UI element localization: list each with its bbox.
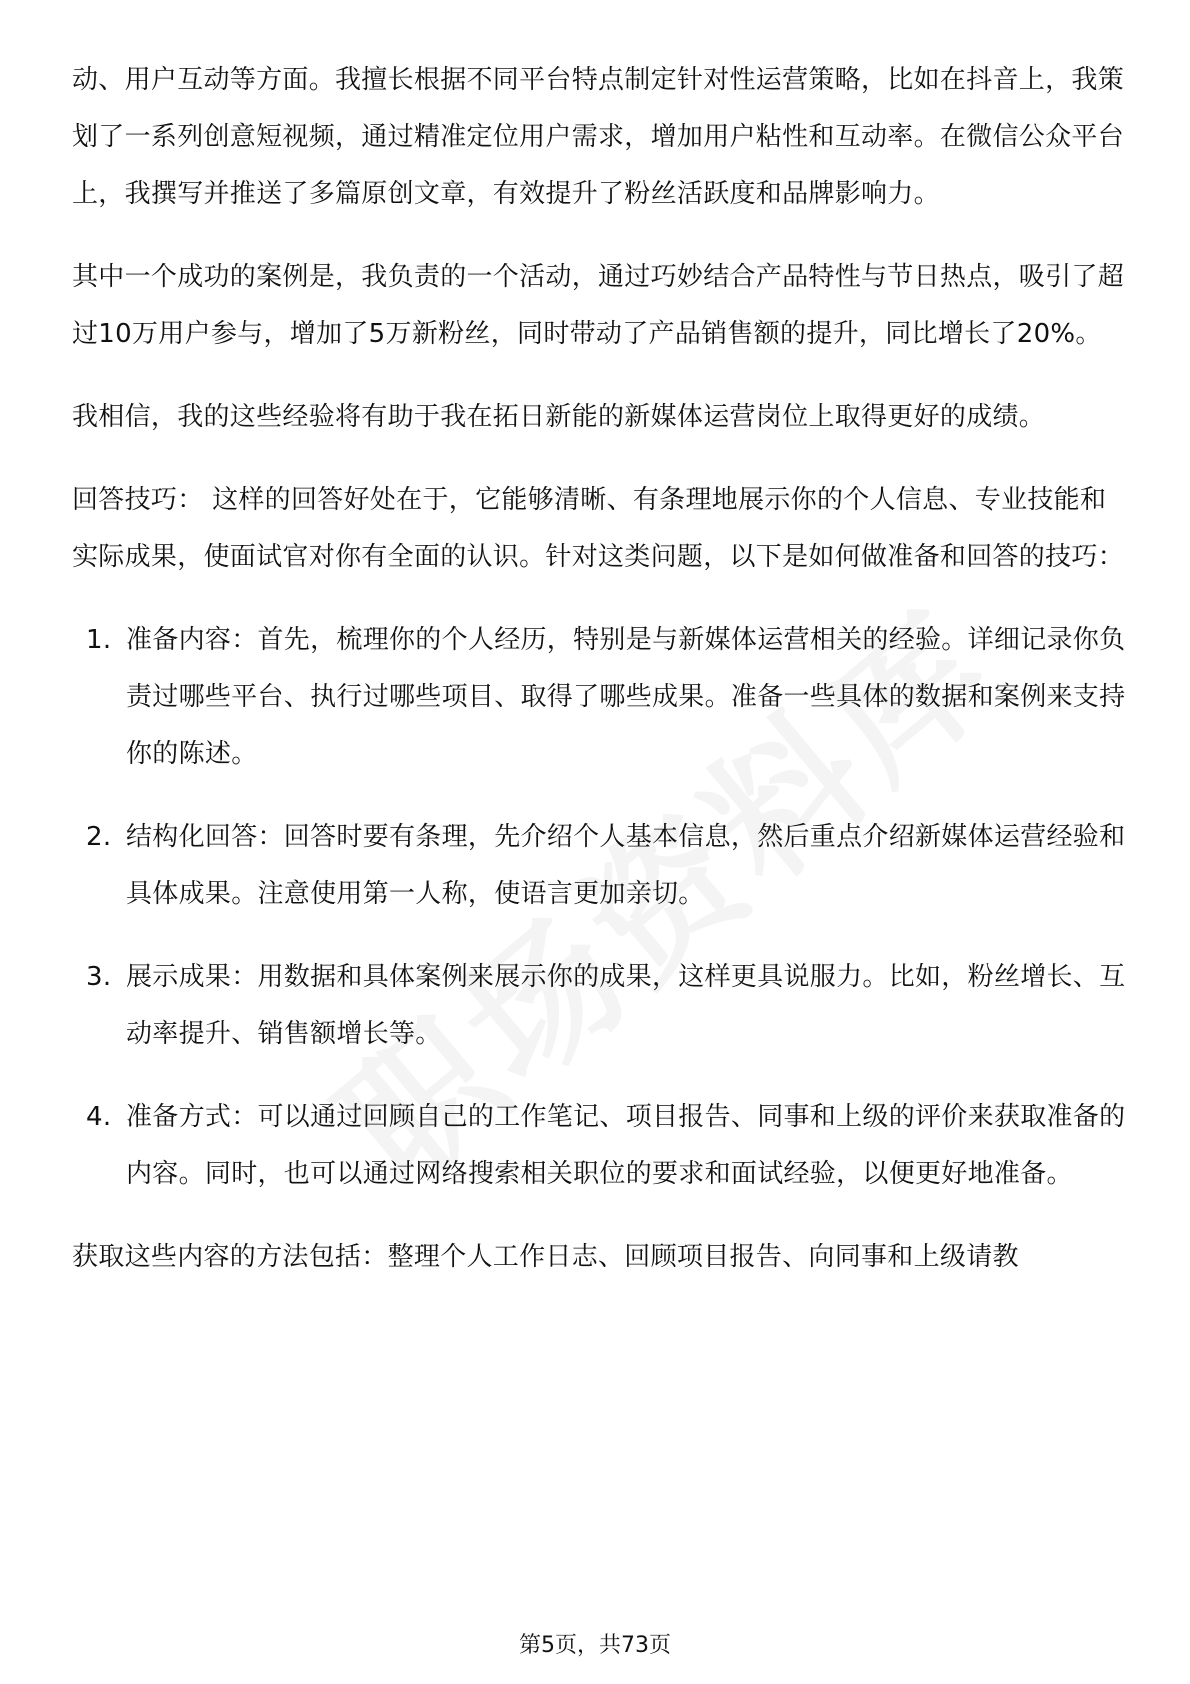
paragraph-belief: 我相信，我的这些经验将有助于我在拓日新能的新媒体运营岗位上取得更好的成绩。 [72,402,1046,432]
list-item [72,1089,1132,1203]
list-item [72,809,1132,923]
page-number-footer: 第5页，共73页 [519,1633,671,1658]
list-item-number: 3. [86,962,112,992]
tips-list [72,612,1132,1203]
paragraph-methods: 获取这些内容的方法包括：整理个人工作日志、回顾项目报告、向同事和上级请教 [72,1242,1019,1272]
paragraph-success-case: 其中一个成功的案例是，我负责的一个活动，通过巧妙结合产品特性与节日热点，吸引了超过10万用户参与，增加了5万新粉丝，同时带动了产品销售额的提升，同比增长了20%。 [72,262,1125,349]
list-item-text: 展示成果：用数据和具体案例来展示你的成果，这样更具说服力。比如，粉丝增长、互动率提升、销售额增长等。 [126,962,1126,1049]
list-item-text: 准备内容：首先，梳理你的个人经历，特别是与新媒体运营相关的经验。详细记录你负责过哪些平台、执行过哪些项目、取得了哪些成果。准备一些具体的数据和案例来支持你的陈述。 [126,625,1126,769]
paragraph-answer-tips: 回答技巧： 这样的回答好处在于，它能够清晰、有条理地展示你的个人信息、专业技能和实际成果，使面试官对你有全面的认识。针对这类问题，以下是如何做准备和回答的技巧： [72,485,1125,572]
list-item [72,949,1132,1063]
list-item-number: 4. [86,1102,112,1132]
list-item-text: 准备方式：可以通过回顾自己的工作笔记、项目报告、同事和上级的评价来获取准备的内容。同时，也可以通过网络搜索相关职位的要求和面试经验，以便更好地准备。 [126,1102,1126,1189]
paragraph-experience: 动、用户互动等方面。我擅长根据不同平台特点制定针对性运营策略，比如在抖音上，我策划了一系列创意短视频，通过精准定位用户需求，增加用户粘性和互动率。在微信公众平台上，我撰写并推送了多篇原创文章，有效提升了粉丝活跃度和品牌影响力。 [72,65,1125,209]
list-item-text: 结构化回答：回答时要有条理，先介绍个人基本信息，然后重点介绍新媒体运营经验和具体成果。注意使用第一人称，使语言更加亲切。 [126,822,1126,909]
list-item-number: 2. [86,822,112,852]
list-item [72,612,1132,783]
document-body [72,52,1132,1312]
list-item-number: 1. [86,625,112,655]
